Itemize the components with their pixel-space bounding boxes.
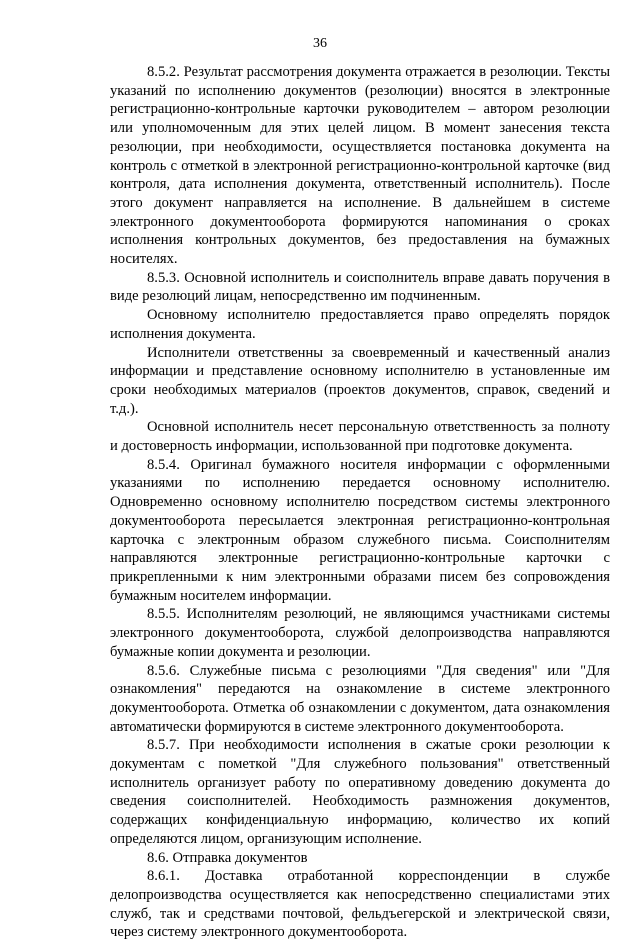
section-heading-8-6: 8.6. Отправка документов: [147, 849, 308, 866]
page-number: 36: [313, 36, 327, 51]
paragraph-executors-responsibility: Исполнители ответственны за своевременный и качественный анализ информации и представление основному исполнителю в установленные им сроки необходимых материалов (проектов документов, справок, сведений и т.д.).: [110, 344, 610, 417]
paragraph-8-5-2: 8.5.2. Результат рассмотрения документа отражается в резолюции. Тексты указаний по исполнению документов (резолюции) вносятся в электронные регистрационно-контрольные карточки руководителем – автором резолюции или уполномоченным для этих целей лицом. В момент занесения текста резолюции, при необходимости, осуществляется постановка документа на контроль с отметкой в электронной регистрационно-контрольной карточке (вид контроля, дата исполнения документа, ответственный исполнитель). После этого документ направляется на исполнение. В дальнейшем в системе электронного документооборота формируются напоминания о сроках исполнения контрольных документов, без предоставления на бумажных носителях.: [110, 64, 610, 268]
document-body: [110, 63, 610, 942]
paragraph-main-executor-right: Основному исполнителю предоставляется право определять порядок исполнения документа.: [110, 307, 610, 342]
paragraph-8-5-4: 8.5.4. Оригинал бумажного носителя информации с оформленными указаниями по исполнению передается основному исполнителю. Одновременно основному исполнителю посредством системы электронного документооборота пересылается электронная регистрационно-контрольная карточка с электронным образом служебного письма. Соисполнителям направляются электронные регистрационно-контрольные карточки с прикрепленными к ним электронными образами писем без сопровождения бумажным носителем информации.: [110, 456, 610, 604]
paragraph-8-5-7: 8.5.7. При необходимости исполнения в сжатые сроки резолюции к документам с пометкой "Для служебного пользования" ответственный исполнитель организует работу по оперативному доведению документа до сведения соисполнителей. Необходимость размножения документов, содержащих конфиденциальную информацию, количество их копий определяются лицом, организующим исполнение.: [110, 737, 610, 847]
paragraph-main-executor-accountability: Основной исполнитель несет персональную ответственность за полноту и достоверность информации, использованной при подготовке документа.: [110, 419, 610, 455]
paragraph-8-5-5: 8.5.5. Исполнителям резолюций, не являющимся участниками системы электронного документооборота, службой делопроизводства направляются бумажные копии документа и резолюции.: [110, 606, 610, 660]
paragraph-8-5-3: 8.5.3. Основной исполнитель и соисполнитель вправе давать поручения в виде резолюций лицам, непосредственно им подчиненным.: [110, 269, 610, 305]
paragraph-8-6-1: 8.6.1. Доставка отработанной корреспонденции в службе делопроизводства осуществляется как непосредственно специалистами этих служб, так и средствами почтовой, фельдъегерской и электрической связи, через систему электронного документооборота.: [110, 868, 610, 941]
paragraph-8-5-6: 8.5.6. Служебные письма с резолюциями "Для сведения" или "Для ознакомления" передаются на ознакомление в системе электронного документооборота. Отметка об ознакомлении с документом, дата ознакомления автоматически формируются в системе электронного документооборота.: [110, 662, 610, 735]
